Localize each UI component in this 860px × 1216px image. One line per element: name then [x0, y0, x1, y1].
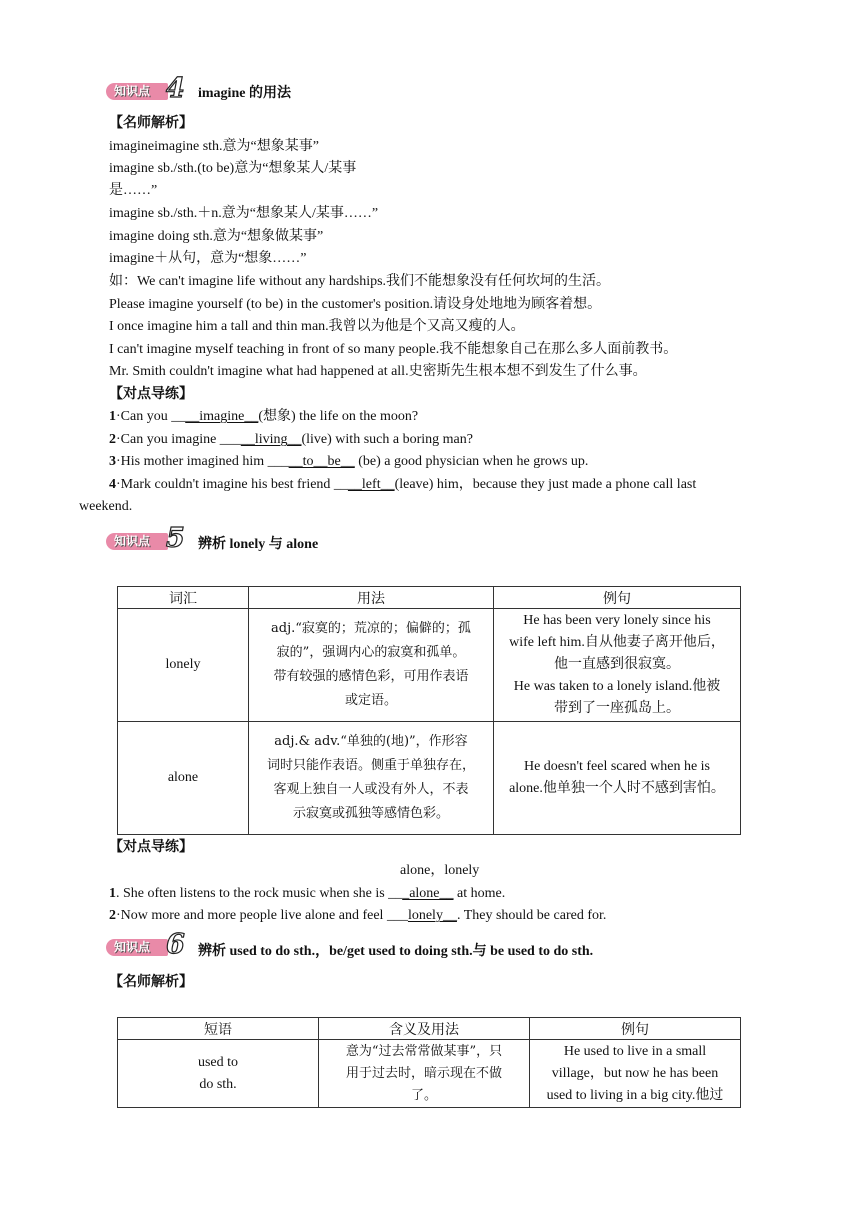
answer-blank[interactable]: __imagine__ — [185, 409, 259, 424]
badge-label: 知识点 — [114, 940, 151, 954]
table-row — [118, 1040, 741, 1108]
section-title: imagine 的用法 — [198, 86, 291, 101]
table-header: 词汇 — [118, 587, 249, 609]
analysis-label: 【名师解析】 — [109, 116, 193, 131]
phrase-cell: used to do sth. — [118, 1040, 319, 1108]
comparison-table — [117, 586, 741, 835]
badge-label: 知识点 — [114, 534, 151, 548]
text-line: 是……” — [109, 183, 158, 198]
answer-blank[interactable]: _alone__ — [402, 886, 454, 901]
section-badge-6 — [106, 929, 186, 960]
text-line: imagine＋从句，意为“想象……” — [109, 251, 307, 266]
exercise-item: 1·Can you ____imagine__(想象) the life on the moon? — [109, 409, 419, 424]
badge-number: 4 — [166, 73, 185, 104]
table-header: 用法 — [249, 587, 494, 609]
word-cell: alone — [118, 722, 249, 835]
answer-blank[interactable]: be__ — [327, 454, 355, 469]
text-line: imagine sb./sth.(to be)意为“想象某人/某事 — [109, 161, 357, 176]
table-row — [118, 609, 741, 722]
usage-cell: adj.“寂寞的；荒凉的；偏僻的；孤 寂的”，强调内心的寂寞和孤单。 带有较强的感情色彩，可用作表语 或定语。 — [249, 609, 494, 722]
example-cell: He has been very lonely since his wife left him.自从他妻子离开他后， 他一直感到很寂寞。 He was taken to a lonely island.他被 带到了一座孤岛上。 — [494, 609, 741, 722]
exercise-item: 4·Mark couldn't imagine his best friend ____left__(leave) him，because they just made a phone call last — [109, 477, 697, 492]
text-line: I once imagine him a tall and thin man.我曾以为他是个又高又瘦的人。 — [109, 319, 525, 334]
text-line: 如：We can't imagine life without any hardships.我们不能想象没有任何坎坷的生活。 — [109, 274, 611, 289]
comparison-table — [117, 1017, 741, 1108]
section-title: 辨析 used to do sth.，be/get used to doing sth.与 be used to do sth. — [198, 944, 594, 959]
exercise-item: 1. She often listens to the rock music when she is ___alone__ at home. — [109, 886, 506, 901]
text-line: imagine sb./sth.＋n.意为“想象某人/某事……” — [109, 206, 379, 221]
badge-label: 知识点 — [114, 84, 151, 98]
table-header: 含义及用法 — [319, 1018, 530, 1040]
section-badge-5 — [106, 523, 186, 554]
table-header: 例句 — [494, 587, 741, 609]
answer-blank[interactable]: lonely__ — [407, 908, 457, 923]
text-line: weekend. — [79, 499, 133, 514]
example-cell: He used to live in a small village，but now he has been used to living in a big city.他过 — [530, 1040, 741, 1108]
answer-blank[interactable]: __left__ — [347, 477, 395, 492]
exercise-item: 3·His mother imagined him _____to__be__ (be) a good physician when he grows up. — [109, 454, 589, 469]
practice-label: 【对点导练】 — [109, 387, 193, 402]
table-header: 短语 — [118, 1018, 319, 1040]
badge-number: 5 — [166, 523, 185, 554]
word-bank: alone，lonely — [400, 863, 480, 878]
exercise-item: 2·Can you imagine _____living__(live) with such a boring man? — [109, 432, 473, 447]
text-line: imagine doing sth.意为“想象做某事” — [109, 229, 324, 244]
table-row — [118, 722, 741, 835]
table-header: 例句 — [530, 1018, 741, 1040]
section-title: 辨析 lonely 与 alone — [198, 537, 319, 552]
answer-blank[interactable]: __to__ — [288, 454, 328, 469]
answer-blank[interactable]: __living__ — [240, 432, 302, 447]
usage-cell: adj.& adv.“单独的(地)”，作形容 词时只能作表语。侧重于单独存在， 客观上独自一人或没有外人，不表 示寂寞或孤独等感情色彩。 — [249, 722, 494, 835]
text-line: Mr. Smith couldn't imagine what had happened at all.史密斯先生根本想不到发生了什么事。 — [109, 364, 647, 379]
practice-label: 【对点导练】 — [109, 840, 193, 855]
exercise-item: 2·Now more and more people live alone and feel ___lonely__. They should be cared for. — [109, 908, 607, 923]
text-line: I can't imagine myself teaching in front of so many people.我不能想象自己在那么多人面前教书。 — [109, 342, 678, 357]
badge-number: 6 — [166, 929, 185, 960]
text-line: Please imagine yourself (to be) in the customer's position.请设身处地地为顾客着想。 — [109, 297, 602, 312]
section-badge-4 — [106, 73, 186, 104]
analysis-label: 【名师解析】 — [109, 975, 193, 990]
text-line: imagineimagine sth.意为“想象某事” — [109, 139, 319, 154]
meaning-cell: 意为“过去常常做某事”，只 用于过去时，暗示现在不做 了。 — [319, 1040, 530, 1108]
word-cell: lonely — [118, 609, 249, 722]
example-cell: He doesn't feel scared when he is alone.他单独一个人时不感到害怕。 — [494, 722, 741, 835]
